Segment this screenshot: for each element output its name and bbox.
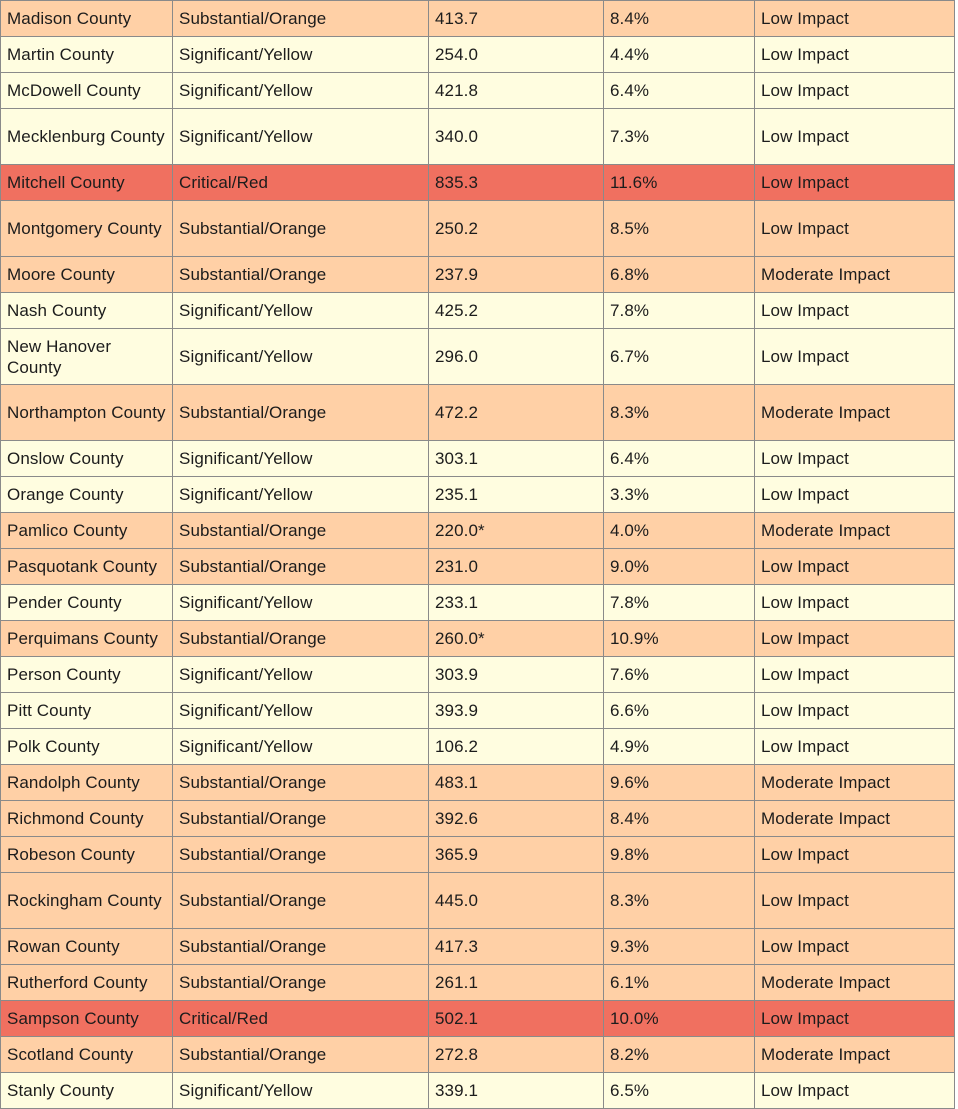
hospital-impact-cell: Low Impact: [755, 929, 955, 965]
table-row: [1, 1, 955, 37]
county-name-cell: Pamlico County: [1, 513, 173, 549]
county-name-cell: Northampton County: [1, 385, 173, 441]
community-level-cell: Substantial/Orange: [173, 1037, 429, 1073]
county-name-cell: Rutherford County: [1, 965, 173, 1001]
community-level-cell: Significant/Yellow: [173, 1073, 429, 1109]
community-level-cell: Substantial/Orange: [173, 257, 429, 293]
table-row: [1, 37, 955, 73]
county-name-cell: Pender County: [1, 585, 173, 621]
percent-positive-cell: 8.3%: [604, 385, 755, 441]
hospital-impact-cell: Low Impact: [755, 441, 955, 477]
hospital-impact-cell: Low Impact: [755, 293, 955, 329]
case-rate-cell: 237.9: [429, 257, 604, 293]
percent-positive-cell: 7.6%: [604, 657, 755, 693]
community-level-cell: Significant/Yellow: [173, 73, 429, 109]
hospital-impact-cell: Low Impact: [755, 837, 955, 873]
case-rate-cell: 483.1: [429, 765, 604, 801]
table-row: [1, 837, 955, 873]
case-rate-cell: 250.2: [429, 201, 604, 257]
percent-positive-cell: 4.4%: [604, 37, 755, 73]
percent-positive-cell: 7.8%: [604, 293, 755, 329]
table-row: [1, 1001, 955, 1037]
hospital-impact-cell: Moderate Impact: [755, 801, 955, 837]
case-rate-cell: 272.8: [429, 1037, 604, 1073]
case-rate-cell: 472.2: [429, 385, 604, 441]
hospital-impact-cell: Low Impact: [755, 729, 955, 765]
percent-positive-cell: 6.7%: [604, 329, 755, 385]
table-row: [1, 441, 955, 477]
table-row: [1, 201, 955, 257]
percent-positive-cell: 10.0%: [604, 1001, 755, 1037]
table-row: [1, 257, 955, 293]
percent-positive-cell: 9.8%: [604, 837, 755, 873]
community-level-cell: Significant/Yellow: [173, 693, 429, 729]
county-name-cell: Onslow County: [1, 441, 173, 477]
community-level-cell: Significant/Yellow: [173, 585, 429, 621]
percent-positive-cell: 10.9%: [604, 621, 755, 657]
percent-positive-cell: 4.0%: [604, 513, 755, 549]
county-name-cell: Stanly County: [1, 1073, 173, 1109]
community-level-cell: Substantial/Orange: [173, 385, 429, 441]
percent-positive-cell: 8.2%: [604, 1037, 755, 1073]
community-level-cell: Substantial/Orange: [173, 873, 429, 929]
percent-positive-cell: 9.6%: [604, 765, 755, 801]
case-rate-cell: 365.9: [429, 837, 604, 873]
case-rate-cell: 106.2: [429, 729, 604, 765]
hospital-impact-cell: Low Impact: [755, 549, 955, 585]
community-level-cell: Substantial/Orange: [173, 201, 429, 257]
table-row: [1, 549, 955, 585]
county-name-cell: Mitchell County: [1, 165, 173, 201]
community-level-cell: Significant/Yellow: [173, 293, 429, 329]
community-level-cell: Critical/Red: [173, 165, 429, 201]
table-row: [1, 513, 955, 549]
case-rate-cell: 231.0: [429, 549, 604, 585]
county-name-cell: Polk County: [1, 729, 173, 765]
table-row: [1, 1073, 955, 1109]
county-name-cell: New Hanover County: [1, 329, 173, 385]
table-row: [1, 73, 955, 109]
percent-positive-cell: 6.1%: [604, 965, 755, 1001]
county-name-cell: Nash County: [1, 293, 173, 329]
county-name-cell: Mecklenburg County: [1, 109, 173, 165]
hospital-impact-cell: Moderate Impact: [755, 513, 955, 549]
case-rate-cell: 421.8: [429, 73, 604, 109]
percent-positive-cell: 6.4%: [604, 441, 755, 477]
table-row: [1, 385, 955, 441]
table-row: [1, 329, 955, 385]
case-rate-cell: 502.1: [429, 1001, 604, 1037]
community-level-cell: Substantial/Orange: [173, 621, 429, 657]
case-rate-cell: 445.0: [429, 873, 604, 929]
county-name-cell: Orange County: [1, 477, 173, 513]
hospital-impact-cell: Low Impact: [755, 201, 955, 257]
hospital-impact-cell: Low Impact: [755, 657, 955, 693]
case-rate-cell: 413.7: [429, 1, 604, 37]
case-rate-cell: 260.0*: [429, 621, 604, 657]
hospital-impact-cell: Low Impact: [755, 621, 955, 657]
percent-positive-cell: 4.9%: [604, 729, 755, 765]
case-rate-cell: 417.3: [429, 929, 604, 965]
hospital-impact-cell: Low Impact: [755, 693, 955, 729]
community-level-cell: Significant/Yellow: [173, 657, 429, 693]
hospital-impact-cell: Moderate Impact: [755, 1037, 955, 1073]
table-row: [1, 657, 955, 693]
hospital-impact-cell: Low Impact: [755, 585, 955, 621]
county-name-cell: Robeson County: [1, 837, 173, 873]
county-name-cell: Perquimans County: [1, 621, 173, 657]
hospital-impact-cell: Low Impact: [755, 477, 955, 513]
county-name-cell: McDowell County: [1, 73, 173, 109]
county-name-cell: Pitt County: [1, 693, 173, 729]
hospital-impact-cell: Low Impact: [755, 37, 955, 73]
table-row: [1, 109, 955, 165]
county-name-cell: Montgomery County: [1, 201, 173, 257]
community-level-cell: Substantial/Orange: [173, 1, 429, 37]
community-level-cell: Significant/Yellow: [173, 477, 429, 513]
percent-positive-cell: 3.3%: [604, 477, 755, 513]
case-rate-cell: 340.0: [429, 109, 604, 165]
hospital-impact-cell: Moderate Impact: [755, 965, 955, 1001]
case-rate-cell: 339.1: [429, 1073, 604, 1109]
percent-positive-cell: 8.4%: [604, 1, 755, 37]
percent-positive-cell: 9.3%: [604, 929, 755, 965]
community-level-cell: Significant/Yellow: [173, 109, 429, 165]
hospital-impact-cell: Low Impact: [755, 873, 955, 929]
percent-positive-cell: 6.4%: [604, 73, 755, 109]
community-level-cell: Substantial/Orange: [173, 513, 429, 549]
county-name-cell: Person County: [1, 657, 173, 693]
case-rate-cell: 296.0: [429, 329, 604, 385]
table-row: [1, 621, 955, 657]
table-row: [1, 693, 955, 729]
table-row: [1, 165, 955, 201]
county-name-cell: Moore County: [1, 257, 173, 293]
table-row: [1, 965, 955, 1001]
case-rate-cell: 392.6: [429, 801, 604, 837]
hospital-impact-cell: Low Impact: [755, 165, 955, 201]
case-rate-cell: 835.3: [429, 165, 604, 201]
percent-positive-cell: 6.6%: [604, 693, 755, 729]
case-rate-cell: 393.9: [429, 693, 604, 729]
hospital-impact-cell: Low Impact: [755, 1001, 955, 1037]
hospital-impact-cell: Moderate Impact: [755, 385, 955, 441]
case-rate-cell: 233.1: [429, 585, 604, 621]
community-level-cell: Significant/Yellow: [173, 729, 429, 765]
table-row: [1, 929, 955, 965]
percent-positive-cell: 6.5%: [604, 1073, 755, 1109]
hospital-impact-cell: Moderate Impact: [755, 765, 955, 801]
county-name-cell: Rowan County: [1, 929, 173, 965]
hospital-impact-cell: Low Impact: [755, 1073, 955, 1109]
percent-positive-cell: 9.0%: [604, 549, 755, 585]
table-body: [1, 1, 955, 1109]
table-row: [1, 765, 955, 801]
county-name-cell: Randolph County: [1, 765, 173, 801]
county-name-cell: Scotland County: [1, 1037, 173, 1073]
community-level-cell: Substantial/Orange: [173, 765, 429, 801]
county-name-cell: Rockingham County: [1, 873, 173, 929]
percent-positive-cell: 8.5%: [604, 201, 755, 257]
percent-positive-cell: 8.3%: [604, 873, 755, 929]
case-rate-cell: 303.9: [429, 657, 604, 693]
percent-positive-cell: 11.6%: [604, 165, 755, 201]
hospital-impact-cell: Low Impact: [755, 73, 955, 109]
percent-positive-cell: 6.8%: [604, 257, 755, 293]
percent-positive-cell: 7.8%: [604, 585, 755, 621]
table-row: [1, 873, 955, 929]
percent-positive-cell: 8.4%: [604, 801, 755, 837]
case-rate-cell: 425.2: [429, 293, 604, 329]
hospital-impact-cell: Moderate Impact: [755, 257, 955, 293]
community-level-cell: Substantial/Orange: [173, 801, 429, 837]
case-rate-cell: 254.0: [429, 37, 604, 73]
county-name-cell: Richmond County: [1, 801, 173, 837]
community-level-cell: Significant/Yellow: [173, 329, 429, 385]
table-row: [1, 1037, 955, 1073]
county-name-cell: Madison County: [1, 1, 173, 37]
table-row: [1, 801, 955, 837]
community-level-cell: Significant/Yellow: [173, 441, 429, 477]
case-rate-cell: 261.1: [429, 965, 604, 1001]
community-level-cell: Substantial/Orange: [173, 549, 429, 585]
community-level-cell: Critical/Red: [173, 1001, 429, 1037]
hospital-impact-cell: Low Impact: [755, 329, 955, 385]
county-name-cell: Pasquotank County: [1, 549, 173, 585]
county-name-cell: Sampson County: [1, 1001, 173, 1037]
table-row: [1, 477, 955, 513]
case-rate-cell: 235.1: [429, 477, 604, 513]
community-level-cell: Significant/Yellow: [173, 37, 429, 73]
percent-positive-cell: 7.3%: [604, 109, 755, 165]
case-rate-cell: 220.0*: [429, 513, 604, 549]
community-level-cell: Substantial/Orange: [173, 837, 429, 873]
hospital-impact-cell: Low Impact: [755, 109, 955, 165]
community-level-cell: Substantial/Orange: [173, 965, 429, 1001]
case-rate-cell: 303.1: [429, 441, 604, 477]
county-name-cell: Martin County: [1, 37, 173, 73]
hospital-impact-cell: Low Impact: [755, 1, 955, 37]
table-row: [1, 293, 955, 329]
table-row: [1, 729, 955, 765]
community-level-cell: Substantial/Orange: [173, 929, 429, 965]
table-row: [1, 585, 955, 621]
